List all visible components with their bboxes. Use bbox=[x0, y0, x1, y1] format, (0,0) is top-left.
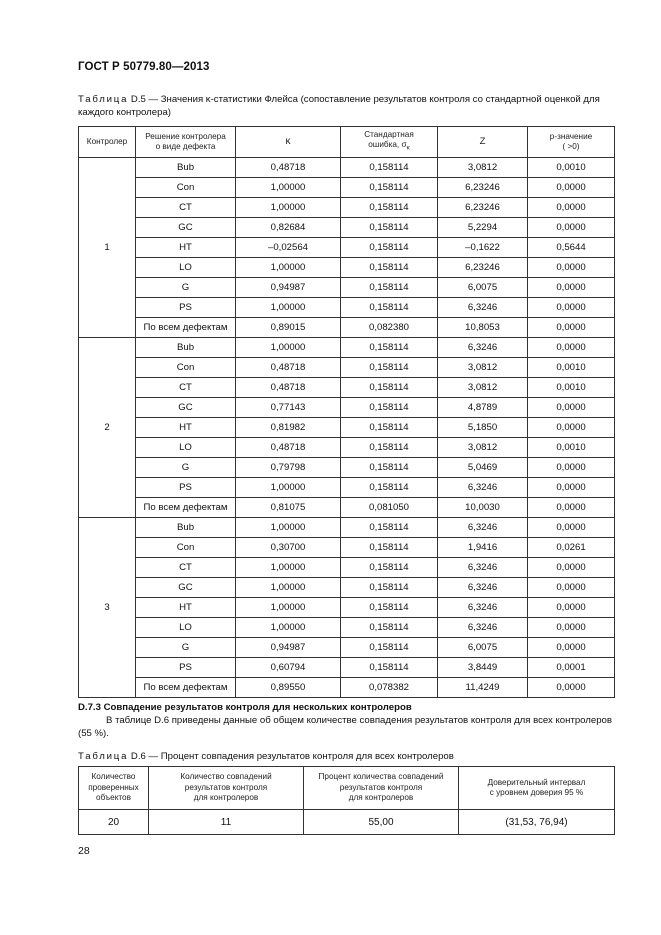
kappa-cell: 1,00000 bbox=[236, 518, 341, 538]
defect-cell: Bub bbox=[136, 158, 236, 178]
header-line: ошибка, σ bbox=[368, 140, 407, 150]
kappa-cell: 0,81075 bbox=[236, 498, 341, 518]
z-cell: 6,23246 bbox=[438, 198, 528, 218]
p-value-cell: 0,0000 bbox=[528, 418, 615, 438]
z-cell: 11,4249 bbox=[438, 678, 528, 698]
p-value-cell: 0,0010 bbox=[528, 438, 615, 458]
p-value-cell: 0,0000 bbox=[528, 458, 615, 478]
kappa-cell: 0,79798 bbox=[236, 458, 341, 478]
header-line: Решение контролера bbox=[145, 131, 226, 141]
header-line: Количество bbox=[91, 772, 136, 782]
std-error-cell: 0,158114 bbox=[341, 358, 438, 378]
std-error-cell: 0,158114 bbox=[341, 238, 438, 258]
std-error-cell: 0,158114 bbox=[341, 378, 438, 398]
defect-cell: G bbox=[136, 638, 236, 658]
p-value-cell: 0,0000 bbox=[528, 678, 615, 698]
kappa-cell: 0,82684 bbox=[236, 218, 341, 238]
std-error-cell: 0,158114 bbox=[341, 438, 438, 458]
header-line: результатов контроля bbox=[184, 782, 268, 792]
defect-cell: GC bbox=[136, 218, 236, 238]
col-header-std-error bbox=[341, 127, 438, 158]
defect-cell: HT bbox=[136, 418, 236, 438]
table-row bbox=[79, 378, 615, 398]
kappa-cell: 1,00000 bbox=[236, 258, 341, 278]
table-row bbox=[79, 158, 615, 178]
z-cell: 3,0812 bbox=[438, 378, 528, 398]
defect-cell: Bub bbox=[136, 518, 236, 538]
kappa-cell: 0,30700 bbox=[236, 538, 341, 558]
std-error-cell: 0,158114 bbox=[341, 478, 438, 498]
p-value-cell: 0,0000 bbox=[528, 638, 615, 658]
table-row bbox=[79, 278, 615, 298]
section-d73 bbox=[78, 701, 614, 740]
table-row bbox=[79, 438, 615, 458]
kappa-cell: 1,00000 bbox=[236, 298, 341, 318]
sigma-subscript: κ bbox=[406, 144, 410, 152]
table-row bbox=[79, 658, 615, 678]
z-cell: 5,1850 bbox=[438, 418, 528, 438]
defect-cell: GC bbox=[136, 398, 236, 418]
table-row bbox=[79, 538, 615, 558]
col-header-matches bbox=[149, 767, 304, 810]
p-value-cell: 0,0000 bbox=[528, 178, 615, 198]
table-d5 bbox=[78, 126, 615, 698]
p-value-cell: 0,0000 bbox=[528, 478, 615, 498]
kappa-cell: 1,00000 bbox=[236, 618, 341, 638]
table-row bbox=[79, 318, 615, 338]
std-error-cell: 0,158114 bbox=[341, 458, 438, 478]
z-cell: 6,3246 bbox=[438, 598, 528, 618]
defect-cell: По всем дефектам bbox=[136, 678, 236, 698]
kappa-cell: 1,00000 bbox=[236, 198, 341, 218]
table-d5-caption-text: D.5 — Значения κ-статистики Флейса (сопоставление результатов контроля со стандартной оценкой для каждого контролера) bbox=[78, 94, 600, 118]
z-cell: –0,1622 bbox=[438, 238, 528, 258]
defect-cell: Con bbox=[136, 358, 236, 378]
kappa-cell: 1,00000 bbox=[236, 558, 341, 578]
defect-cell: GC bbox=[136, 578, 236, 598]
kappa-cell: 0,48718 bbox=[236, 358, 341, 378]
kappa-cell: 0,48718 bbox=[236, 158, 341, 178]
z-cell: 6,0075 bbox=[438, 278, 528, 298]
defect-cell: CT bbox=[136, 378, 236, 398]
table-row bbox=[79, 598, 615, 618]
p-value-cell: 0,0001 bbox=[528, 658, 615, 678]
kappa-cell: 0,89015 bbox=[236, 318, 341, 338]
col-header-objects bbox=[79, 767, 149, 810]
defect-cell: Con bbox=[136, 538, 236, 558]
controller-cell: 2 bbox=[79, 338, 136, 518]
p-value-cell: 0,0010 bbox=[528, 358, 615, 378]
kappa-cell: 0,48718 bbox=[236, 378, 341, 398]
defect-cell: CT bbox=[136, 558, 236, 578]
std-error-cell: 0,158114 bbox=[341, 558, 438, 578]
page-number: 28 bbox=[78, 845, 90, 857]
p-value-cell: 0,0261 bbox=[528, 538, 615, 558]
std-error-cell: 0,158114 bbox=[341, 658, 438, 678]
p-value-cell: 0,0000 bbox=[528, 198, 615, 218]
kappa-cell: 1,00000 bbox=[236, 478, 341, 498]
std-error-cell: 0,158114 bbox=[341, 518, 438, 538]
defect-cell: LO bbox=[136, 618, 236, 638]
table-header-row bbox=[79, 127, 615, 158]
std-error-cell: 0,081050 bbox=[341, 498, 438, 518]
std-error-cell: 0,158114 bbox=[341, 598, 438, 618]
table-row bbox=[79, 498, 615, 518]
kappa-cell: 1,00000 bbox=[236, 338, 341, 358]
z-cell: 6,3246 bbox=[438, 478, 528, 498]
defect-cell: Con bbox=[136, 178, 236, 198]
defect-cell: По всем дефектам bbox=[136, 498, 236, 518]
p-value-cell: 0,0000 bbox=[528, 398, 615, 418]
table-row bbox=[79, 678, 615, 698]
table-label: Таблица bbox=[78, 94, 129, 105]
table-label: Таблица bbox=[78, 751, 129, 762]
p-value-cell: 0,0000 bbox=[528, 578, 615, 598]
defect-cell: CT bbox=[136, 198, 236, 218]
table-row bbox=[79, 458, 615, 478]
std-error-cell: 0,158114 bbox=[341, 578, 438, 598]
p-value-cell: 0,0000 bbox=[528, 258, 615, 278]
table-header-row bbox=[79, 767, 615, 810]
header-line: p-значение bbox=[549, 131, 593, 141]
defect-cell: PS bbox=[136, 298, 236, 318]
kappa-cell: 1,00000 bbox=[236, 598, 341, 618]
std-error-cell: 0,078382 bbox=[341, 678, 438, 698]
table-row bbox=[79, 298, 615, 318]
table-row bbox=[79, 578, 615, 598]
col-header-decision bbox=[136, 127, 236, 158]
kappa-cell: –0,02564 bbox=[236, 238, 341, 258]
kappa-cell: 0,81982 bbox=[236, 418, 341, 438]
section-title: D.7.3 Совпадение результатов контроля для нескольких контролеров bbox=[78, 702, 412, 713]
std-error-cell: 0,158114 bbox=[341, 218, 438, 238]
std-error-cell: 0,158114 bbox=[341, 198, 438, 218]
defect-cell: G bbox=[136, 458, 236, 478]
z-cell: 10,8053 bbox=[438, 318, 528, 338]
std-error-cell: 0,158114 bbox=[341, 258, 438, 278]
p-value-cell: 0,0000 bbox=[528, 618, 615, 638]
kappa-cell: 0,94987 bbox=[236, 638, 341, 658]
z-cell: 4,8789 bbox=[438, 398, 528, 418]
kappa-cell: 1,00000 bbox=[236, 578, 341, 598]
table-d6-caption bbox=[78, 751, 614, 764]
header-line: для контролеров bbox=[193, 793, 259, 803]
z-cell: 1,9416 bbox=[438, 538, 528, 558]
p-value-cell: 0,0010 bbox=[528, 158, 615, 178]
z-cell: 6,3246 bbox=[438, 558, 528, 578]
z-cell: 3,0812 bbox=[438, 158, 528, 178]
z-cell: 3,8449 bbox=[438, 658, 528, 678]
table-row bbox=[79, 558, 615, 578]
z-cell: 10,0030 bbox=[438, 498, 528, 518]
z-cell: 6,3246 bbox=[438, 618, 528, 638]
col-header-p-value bbox=[528, 127, 615, 158]
z-cell: 3,0812 bbox=[438, 438, 528, 458]
kappa-cell: 0,77143 bbox=[236, 398, 341, 418]
header-line: Стандартная bbox=[364, 129, 414, 139]
z-cell: 3,0812 bbox=[438, 358, 528, 378]
std-error-cell: 0,158114 bbox=[341, 618, 438, 638]
std-error-cell: 0,158114 bbox=[341, 298, 438, 318]
z-cell: 6,0075 bbox=[438, 638, 528, 658]
controller-cell: 3 bbox=[79, 518, 136, 698]
header-line: о виде дефекта bbox=[155, 142, 216, 151]
p-value-cell: 0,0000 bbox=[528, 598, 615, 618]
header-line: с уровнем доверия 95 % bbox=[489, 788, 584, 797]
defect-cell: Bub bbox=[136, 338, 236, 358]
std-error-cell: 0,158114 bbox=[341, 538, 438, 558]
header-line: объектов bbox=[96, 793, 131, 803]
table-row bbox=[79, 178, 615, 198]
matches-cell: 11 bbox=[149, 810, 304, 835]
table-row bbox=[79, 218, 615, 238]
table-row bbox=[79, 810, 615, 835]
z-cell: 6,23246 bbox=[438, 178, 528, 198]
std-error-cell: 0,082380 bbox=[341, 318, 438, 338]
header-line: проверенных bbox=[88, 782, 139, 792]
std-error-cell: 0,158114 bbox=[341, 178, 438, 198]
z-cell: 6,3246 bbox=[438, 338, 528, 358]
kappa-cell: 0,89550 bbox=[236, 678, 341, 698]
p-value-cell: 0,0000 bbox=[528, 338, 615, 358]
z-cell: 5,2294 bbox=[438, 218, 528, 238]
kappa-cell: 0,48718 bbox=[236, 438, 341, 458]
document-header: ГОСТ Р 50779.80—2013 bbox=[78, 61, 210, 73]
p-value-cell: 0,0000 bbox=[528, 318, 615, 338]
defect-cell: PS bbox=[136, 478, 236, 498]
p-value-cell: 0,0000 bbox=[528, 218, 615, 238]
defect-cell: HT bbox=[136, 238, 236, 258]
header-line: Количество совпадений bbox=[180, 772, 272, 782]
table-row bbox=[79, 258, 615, 278]
z-cell: 6,3246 bbox=[438, 578, 528, 598]
table-row bbox=[79, 358, 615, 378]
header-line: Процент количества совпадений bbox=[318, 772, 444, 782]
header-line: ( >0) bbox=[562, 142, 580, 151]
header-line: результатов контроля bbox=[339, 782, 423, 792]
table-row bbox=[79, 338, 615, 358]
col-header-controller: Контролер bbox=[79, 127, 136, 158]
kappa-cell: 0,94987 bbox=[236, 278, 341, 298]
objects-cell: 20 bbox=[79, 810, 149, 835]
table-d5-body bbox=[79, 158, 615, 698]
kappa-cell: 0,60794 bbox=[236, 658, 341, 678]
table-row bbox=[79, 238, 615, 258]
table-row bbox=[79, 198, 615, 218]
col-header-kappa: κ bbox=[236, 127, 341, 158]
table-row bbox=[79, 518, 615, 538]
col-header-percent bbox=[304, 767, 459, 810]
table-d6 bbox=[78, 766, 615, 835]
z-cell: 6,3246 bbox=[438, 518, 528, 538]
p-value-cell: 0,0010 bbox=[528, 378, 615, 398]
p-value-cell: 0,0000 bbox=[528, 558, 615, 578]
header-line: Доверительный интервал bbox=[487, 777, 586, 787]
controller-cell: 1 bbox=[79, 158, 136, 338]
std-error-cell: 0,158114 bbox=[341, 338, 438, 358]
table-row bbox=[79, 418, 615, 438]
p-value-cell: 0,0000 bbox=[528, 518, 615, 538]
std-error-cell: 0,158114 bbox=[341, 398, 438, 418]
kappa-cell: 1,00000 bbox=[236, 178, 341, 198]
z-cell: 6,3246 bbox=[438, 298, 528, 318]
table-row bbox=[79, 638, 615, 658]
defect-cell: По всем дефектам bbox=[136, 318, 236, 338]
defect-cell: HT bbox=[136, 598, 236, 618]
defect-cell: LO bbox=[136, 438, 236, 458]
table-row bbox=[79, 398, 615, 418]
p-value-cell: 0,0000 bbox=[528, 298, 615, 318]
p-value-cell: 0,0000 bbox=[528, 278, 615, 298]
header-line: для контролеров bbox=[348, 793, 414, 803]
std-error-cell: 0,158114 bbox=[341, 638, 438, 658]
table-row bbox=[79, 618, 615, 638]
p-value-cell: 0,0000 bbox=[528, 498, 615, 518]
std-error-cell: 0,158114 bbox=[341, 158, 438, 178]
table-row bbox=[79, 478, 615, 498]
section-paragraph: В таблице D.6 приведены данные об общем количестве совпадения результатов контроля для всех контролеров (55 %). bbox=[78, 715, 612, 739]
col-header-z: Z bbox=[438, 127, 528, 158]
table-d5-caption bbox=[78, 94, 614, 119]
percent-cell: 55,00 bbox=[304, 810, 459, 835]
z-cell: 5,0469 bbox=[438, 458, 528, 478]
col-header-confidence bbox=[459, 767, 615, 810]
defect-cell: LO bbox=[136, 258, 236, 278]
table-d6-caption-text: D.6 — Процент совпадения результатов контроля для всех контролеров bbox=[128, 751, 454, 762]
defect-cell: G bbox=[136, 278, 236, 298]
confidence-cell: (31,53, 76,94) bbox=[459, 810, 615, 835]
std-error-cell: 0,158114 bbox=[341, 278, 438, 298]
z-cell: 6,23246 bbox=[438, 258, 528, 278]
std-error-cell: 0,158114 bbox=[341, 418, 438, 438]
p-value-cell: 0,5644 bbox=[528, 238, 615, 258]
defect-cell: PS bbox=[136, 658, 236, 678]
